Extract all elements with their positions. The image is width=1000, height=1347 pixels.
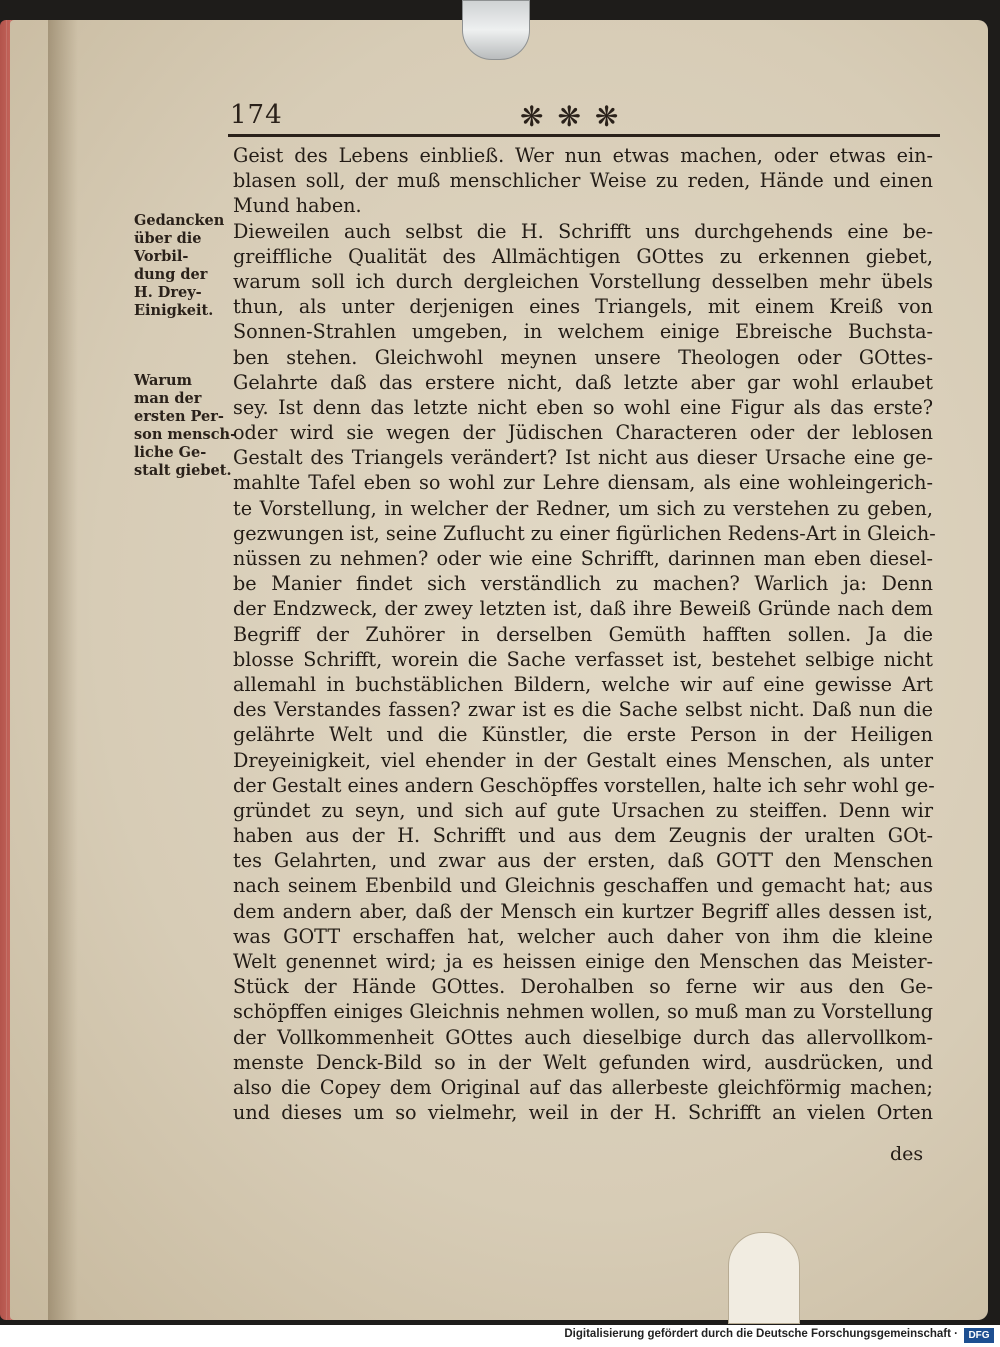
page-header: [228, 98, 938, 138]
text-line: Begriff der Zuhörer in derselben Gemüth hafften sollen. Ja die: [233, 622, 933, 646]
text-line: tes Gelahrten, und zwar aus der ersten, daß GOTT den Menschen: [233, 849, 933, 873]
text-line: Mund haben.: [233, 194, 362, 218]
marginal-line: H. Drey-: [134, 284, 202, 301]
text-line: und dieses um so vielmehr, weil in der H. Schrifft an vielen Orten: [233, 1101, 933, 1125]
text-line: gründet zu seyn, und sich auf gute Ursachen zu steiffen. Denn wir: [233, 798, 933, 822]
catchword: des: [890, 1143, 924, 1165]
text-line: der Vollkommenheit GOttes auch dieselbige durch das allervollkom-: [233, 1025, 933, 1049]
header-rule: [228, 134, 940, 137]
marginal-note: [134, 372, 237, 480]
text-line: ben stehen. Gleichwohl meynen unsere Theologen oder GOttes-: [233, 345, 933, 369]
text-line: schöpffen einiges Gleichnis nehmen wollen, so muß man zu Vorstellung: [233, 1000, 933, 1024]
gutter-shadow: [48, 20, 78, 1320]
text-line: blosse Schrifft, worein die Sache verfasset ist, bestehet selbige nicht: [233, 647, 933, 671]
text-line: der Endzweck, der zwey letzten ist, daß ihre Beweiß Gründe nach dem: [233, 597, 933, 621]
text-line: haben aus der H. Schrifft und aus dem Zeugnis der uralten GOt-: [233, 824, 933, 848]
marginal-line: stalt giebet.: [134, 462, 232, 479]
marginal-line: Vorbil-: [134, 248, 189, 265]
text-line: nach seinem Ebenbild und Gleichnis geschaffen und gemacht hat; aus: [233, 874, 933, 898]
marginal-note: [134, 212, 230, 320]
text-line: Welt genennet wird; ja es heissen einige den Menschen das Meister-: [233, 950, 933, 973]
text-line: greiffliche Qualität des Allmächtigen GOttes zu erkennen giebet,: [233, 244, 933, 268]
marginal-line: liche Ge-: [134, 444, 207, 461]
text-line: blasen soll, der muß menschlicher Weise zu reden, Hände und einen: [233, 169, 933, 193]
text-line: oder wird sie wegen der Jüdischen Characteren oder der leblosen: [233, 421, 933, 445]
text-line: thun, als unter derjenigen eines Triangels, mit einem Kreiß von: [233, 295, 933, 319]
text-line: dem andern aber, daß der Mensch ein kurtzer Begriff alles dessen ist,: [233, 899, 933, 923]
text-line: mahlte Tafel eben so wohl zur Lehre diensam, als eine wohleingerich-: [233, 471, 933, 495]
digitization-footer: [0, 1325, 1000, 1347]
text-line: Stück der Hände GOttes. Derohalben so ferne wir aus den Ge-: [233, 975, 933, 999]
text-line: was GOTT erschaffen hat, welcher auch daher von ihm die kleine: [233, 924, 933, 948]
text-line: allemahl in buchstäblichen Bildern, welche wir auf eine gewisse Art: [233, 672, 933, 696]
text-line: gezwungen ist, seine Zuflucht zu einer figürlichen Redens-Art in Gleich-: [233, 521, 936, 545]
text-line: gelährte Welt und die Künstler, die erste Person in der Heiligen: [233, 723, 933, 747]
text-line: Dieweilen auch selbst die H. Schrifft uns durchgehends eine be-: [233, 219, 933, 243]
text-line: sey. Ist denn das letzte nicht eben so wohl eine Figur als das erste?: [233, 395, 933, 419]
text-line: menste Denck-Bild so in der Welt gefunden wird, ausdrücken, und: [233, 1050, 933, 1074]
text-line: Geist des Lebens einbließ. Wer nun etwas machen, oder etwas ein-: [233, 144, 933, 167]
text-line: be Manier findet sich verständlich zu machen? Warlich ja: Denn: [233, 572, 933, 596]
text-line: nüssen zu nehmen? oder wie eine Schrifft, darinnen man eben diesel-: [233, 547, 933, 570]
page-number: 174: [230, 100, 283, 130]
page-clip: [462, 0, 530, 60]
marginal-line: Einigkeit.: [134, 302, 214, 319]
text-line: der Gestalt eines andern Geschöpffes vorstellen, halte ich sehr wohl ge-: [233, 773, 935, 797]
marginal-line: über die: [134, 230, 202, 247]
text-line: des Verstandes fassen? zwar ist es die Sache selbst nicht. Daß nun die: [233, 698, 933, 722]
header-ornament: ❋❋❋: [520, 100, 633, 133]
funding-credit: Digitalisierung gefördert durch die Deutsche Forschungsgemeinschaft ·: [564, 1328, 958, 1340]
marginal-line: Warum: [134, 372, 192, 389]
page-hole: [728, 1232, 800, 1324]
text-line: also die Copey dem Original auf das allerbeste gleichförmig machen;: [233, 1075, 933, 1099]
text-line: Dreyeinigkeit, viel ehender in der Gestalt eines Menschen, als unter: [233, 748, 933, 772]
text-line: Gestalt des Triangels verändert? Ist nicht aus dieser Ursache eine ge-: [233, 446, 933, 470]
marginal-line: son mensch-: [134, 426, 237, 443]
marginal-line: Gedancken: [134, 212, 225, 229]
text-line: Sonnen-Strahlen umgeben, in welchem einige Ebreische Buchsta-: [233, 320, 933, 344]
text-line: te Vorstellung, in welcher der Redner, um sich zu verstehen zu geben,: [233, 496, 933, 520]
marginal-line: dung der: [134, 266, 208, 283]
text-line: warum soll ich durch dergleichen Vorstellung desselben mehr übels: [233, 269, 933, 293]
body-text: [233, 143, 936, 1125]
marginal-line: man der: [134, 390, 202, 407]
marginal-line: ersten Per-: [134, 408, 224, 425]
dfg-logo: DFG: [964, 1328, 994, 1343]
text-line: Gelahrte daß das erstere nicht, daß letzte aber gar wohl erlaubet: [233, 370, 933, 394]
